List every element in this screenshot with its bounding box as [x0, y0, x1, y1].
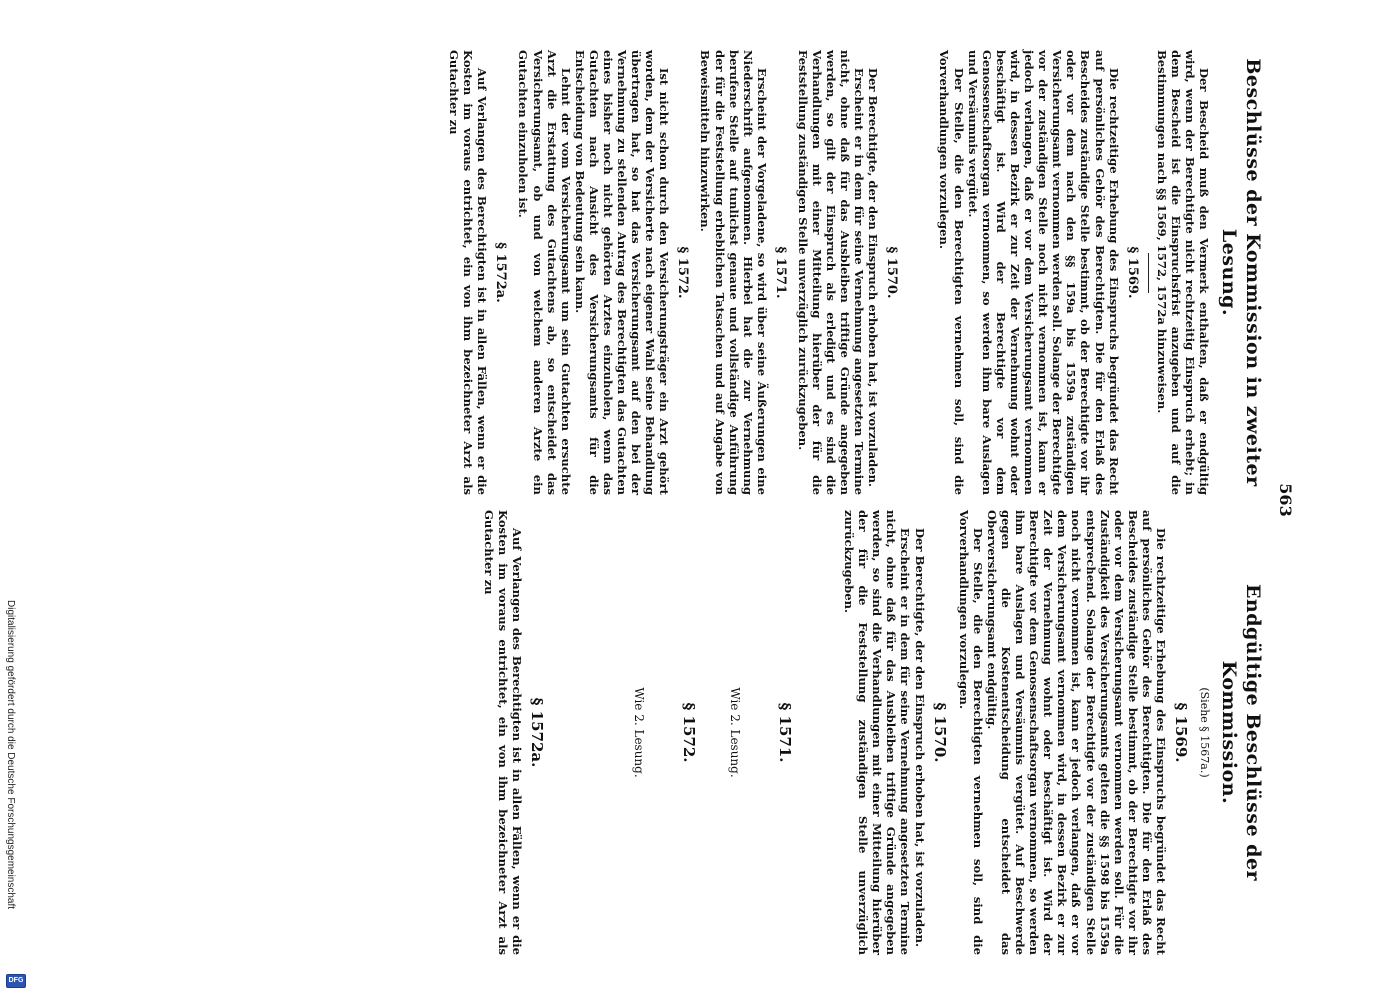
section-1570-text-2-final: Erscheint er in dem für seine Vernehmung angesetzten Termine nicht, ohne daß für das Ausbleiben triftige Gründe angegeben werden, so sind die Verhandlungen mit einer Mitteilung hierüber der für die Feststellung zuständigen Stelle unverzüglich zurückzugeben.: [842, 510, 913, 955]
section-1572a-text: Auf Verlangen des Berechtigten ist in allen Fällen, wenn er die Kosten im voraus entrichtet, ein von ihm bezeichneter Arzt als Gutachter zu: [447, 50, 490, 495]
page-number: 563: [1276, 483, 1295, 517]
left-column: [447, 50, 1265, 495]
section-1572a-text-final: Auf Verlangen des Berechtigten ist in allen Fällen, wenn er die Kosten im voraus entrichtet, ein von ihm bezeichneter Arzt als Gutachter zu: [481, 510, 525, 955]
dfg-footer-text: Digitalisierung gefördert durch die Deutsche Forschungsgemeinschaft: [5, 600, 16, 910]
left-column-title: Beschlüsse der Kommission in zweiter Lesung.: [1218, 58, 1264, 487]
section-1570-heading: § 1570.: [884, 246, 900, 299]
separator-rule: [1148, 253, 1149, 293]
section-1572-heading-final: § 1572.: [680, 702, 699, 763]
dfg-logo-icon: DFG: [6, 974, 26, 988]
section-1572-lesung-note: Wie 2. Lesung.: [632, 687, 647, 778]
section-1569-heading: § 1569.: [1124, 246, 1140, 299]
section-1572-heading: § 1572.: [675, 246, 691, 299]
section-1571-text: Erscheint der Vorgeladene, so wird über seine Äußerungen eine Niederschrift aufgenommen. Hierbei hat die zur Vernehmung berufene Stelle auf tunlichst genaue und vollständige Anführung der für die Feststellung erheblichen Tatsachen und auf Angabe von Beweismitteln hinzuwirken.: [698, 50, 769, 495]
section-1569-text: Die rechtzeitige Erhebung des Einspruchs begründet das Recht auf persönliches Gehör des Berechtigten. Die für den Erlaß des Bescheides zuständige Stelle bestimmt, ob der Berechtigte vor ihr oder vor dem nach den §§ 159a bis 1559a zuständigen Versicherungsamt vernommen werden soll. Solange der Berechtigte vor der zuständigen Stelle noch nicht vernommen ist, kann er jedoch verlangen, daß er vor dem Versicherungsamt vernommen wird, in dessen Bezirk er zur Zeit der Vernehmung wohnt oder beschäftigt ist. Wird der Berechtigte vor dem Genossenschaftsorgan vernommen, so werden ihm bare Auslagen und Versäumnis vergütet.: [965, 50, 1121, 495]
section-1571-lesung-note: Wie 2. Lesung.: [728, 687, 743, 778]
section-1570-text-2: Erscheint er in dem für seine Vernehmung angesetzten Termine nicht, ohne daß für das Ausbleiben triftige Gründe angegeben werden, so gilt der Einspruch als erledigt und es sind die Verhandlungen mit einer Mitteilung hierüber der für die Feststellung zuständigen Stelle unverzüglich zurückzugeben.: [795, 50, 867, 495]
section-1570-text: Der Berechtigte, der den Einspruch erhoben hat, ist vorzuladen.: [866, 68, 881, 488]
section-1572-text: Ist nicht schon durch den Versicherungsträger ein Arzt gehört worden, dem der Versicherte nach eigener Wahl seine Behandlung übertragen hat, so hat das Versicherungsamt auf den bei der Vernehmung zu stellenden Antrag des Berechtigten das Gutachten eines bisher noch nicht gehörten Arztes einzuholen, wenn das Gutachten nach Ansicht des Versicherungsamts für die Entscheidung von Bedeutung sein kann.: [572, 50, 672, 495]
section-1572-text-2: Lehnt der vom Versicherungsamt um sein Gutachten ersuchte Arzt die Erstattung des Gutachtens ab, so entscheidet das Versicherungsamt, ob und von welchem anderen Arzte ein Gutachten einzuholen ist.: [516, 50, 573, 495]
section-1569-text-final: Die rechtzeitige Erhebung des Einspruchs begründet das Recht auf persönliches Gehör des Berechtigten. Die für den Erlaß des Bescheides zuständige Stelle bestimmt, ob der Berechtigte vor ihr oder vor dem Versicherungsamt vernommen werden soll. Für die Zuständigkeit des Versicherungsamts gelten die §§ 1598 bis 1559a entsprechend. Solange der Berechtigte vor der zuständigen Stelle noch nicht vernommen ist, kann er jedoch verlangen, daß er vor dem Versicherungsamt vernommen wird, in dessen Bezirk er zur Zeit der Vernehmung wohnt oder beschäftigt ist. Wird der Berechtigte vor dem Genossenschaftsorgan vernommen, so werden ihm bare Auslagen und Versäumnis vergütet. Auf Beschwerde gegen die Kostenentscheidung entscheidet das Oberversicherungsamt endgültig.: [984, 510, 1168, 955]
right-column-note: (Siehe § 1567a.): [1198, 687, 1211, 778]
section-1569-text-2: Der Stelle, die den Berechtigten vernehmen soll, sind die Vorverhandlungen vorzulegen.: [937, 50, 966, 495]
right-column-title: Endgültige Beschlüsse der Kommission.: [1218, 583, 1264, 882]
section-1572a-heading: § 1572a.: [493, 242, 509, 303]
section-1569-text-2-final: Der Stelle, die den Berechtigten vernehmen soll, sind die Vorverhandlungen vorzulegen.: [956, 510, 985, 955]
section-1571-heading-final: § 1571.: [776, 702, 795, 763]
section-1569-heading-final: § 1569.: [1172, 702, 1190, 763]
right-column: [482, 510, 1265, 955]
section-1571-heading: § 1571.: [772, 246, 788, 299]
section-1572a-heading-final: § 1572a.: [528, 697, 547, 768]
intro-paragraph: Der Bescheid muß den Vermerk enthalten, daß er endgültig wird, wenn der Berechtigte nicht rechtzeitig Einspruch erhebt; in dem Bescheid ist die Einspruchsfrist anzugeben und auf die Bestimmungen nach §§ 1569, 1572, 1572a hinzuweisen.: [1154, 50, 1211, 495]
section-1570-text-final: Der Berechtigte, der den Einspruch erhoben hat, ist vorzuladen.: [912, 528, 927, 948]
section-1570-heading-final: § 1570.: [930, 702, 949, 763]
